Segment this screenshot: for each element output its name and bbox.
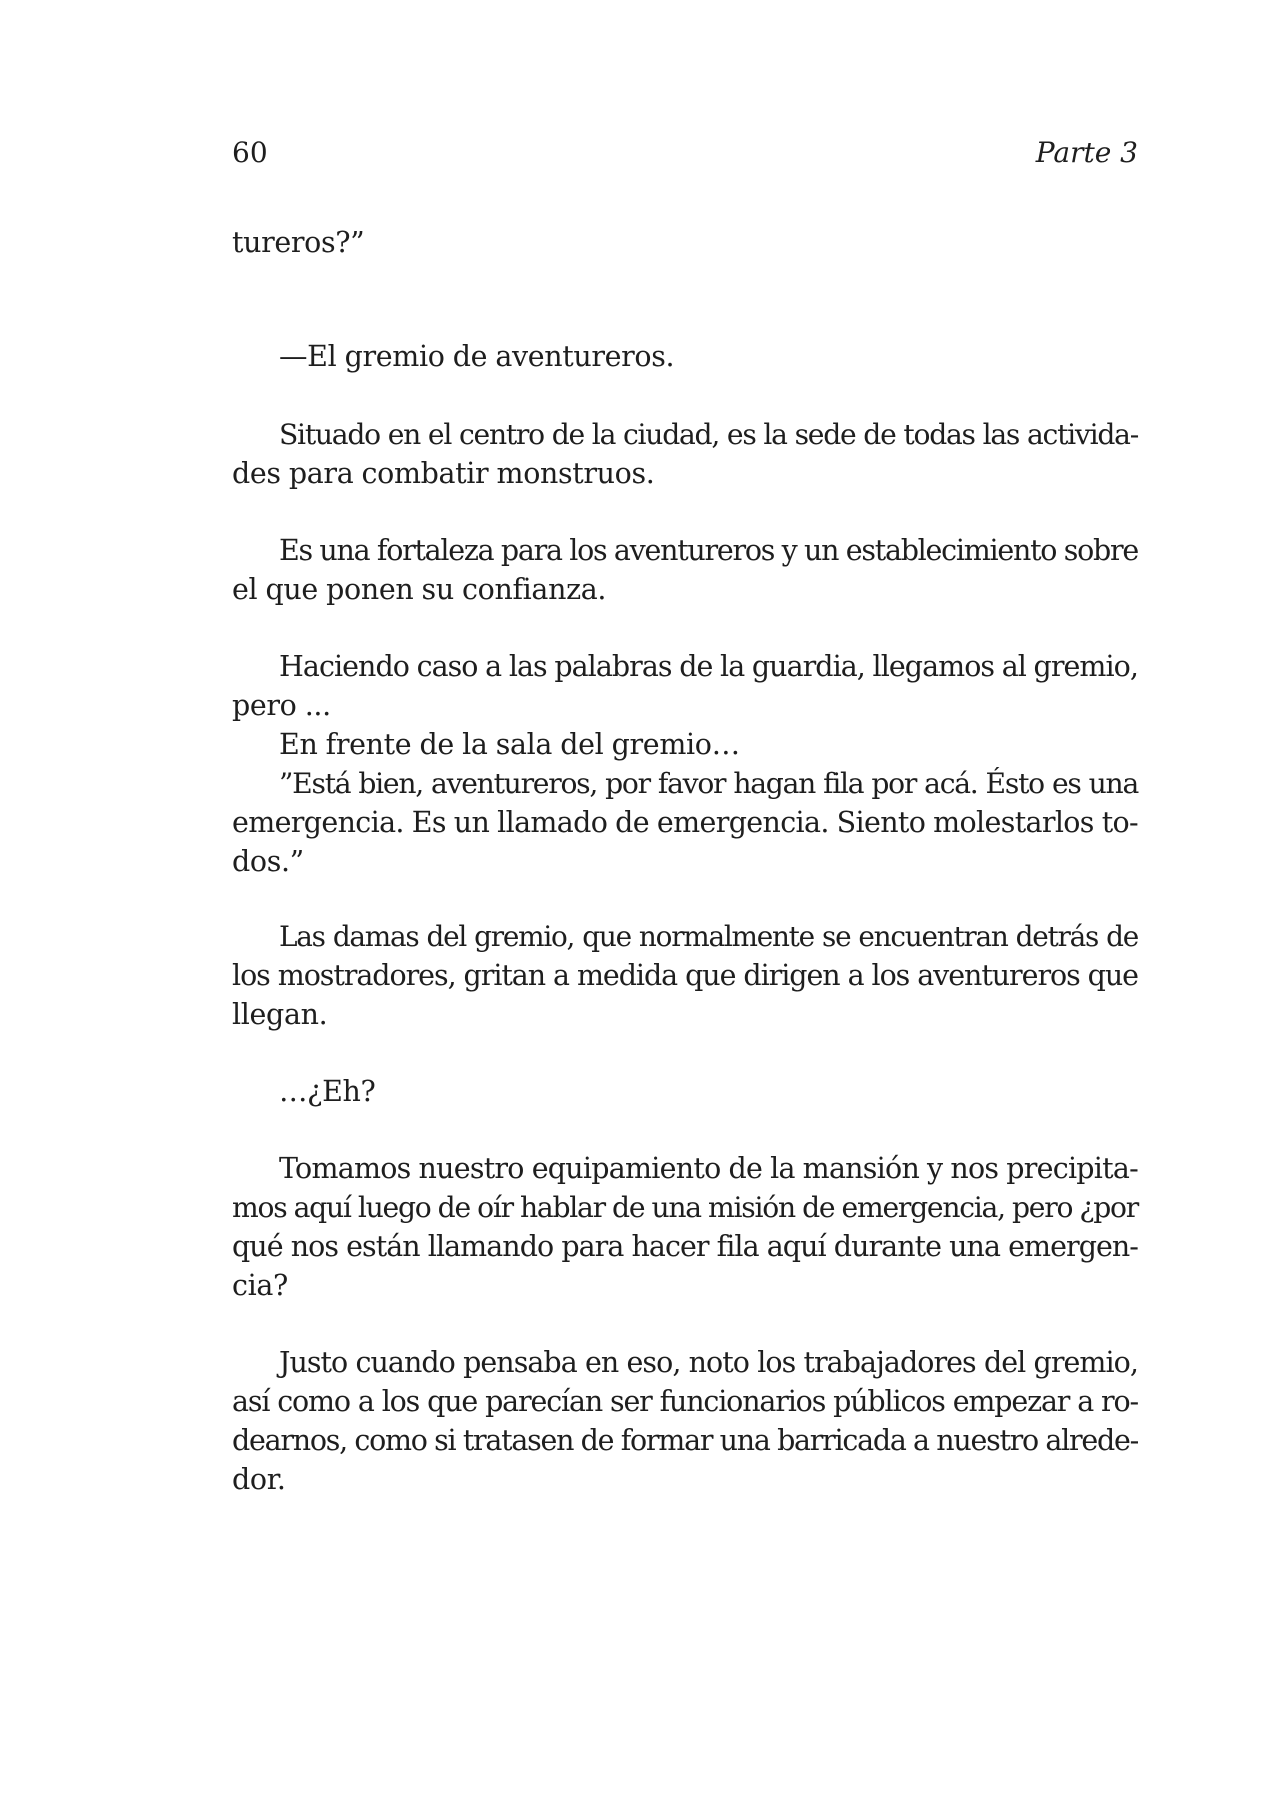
paragraph bbox=[232, 1149, 1138, 1305]
text-line: Las damas del gremio, que normalmente se encuentran detrás de bbox=[279, 920, 1138, 953]
text-line: así como a los que parecían ser funcionarios públicos empezar a ro- bbox=[232, 1385, 1138, 1418]
text-line: el que ponen su confianza. bbox=[232, 573, 607, 606]
text-line: llegan. bbox=[232, 998, 328, 1031]
text-line: dos.” bbox=[232, 845, 304, 878]
text-line: los mostradores, gritan a medida que dirigen a los aventureros que bbox=[232, 959, 1138, 992]
page-number: 60 bbox=[232, 136, 268, 169]
text-line: dor. bbox=[232, 1463, 286, 1496]
paragraph bbox=[232, 1343, 1138, 1499]
text-line: des para combatir monstruos. bbox=[232, 457, 655, 490]
paragraph bbox=[232, 223, 1138, 262]
paragraph bbox=[232, 337, 1138, 376]
text-line: pero ... bbox=[232, 689, 331, 722]
paragraph bbox=[232, 415, 1138, 493]
text-line: mos aquí luego de oír hablar de una misión de emergencia, pero ¿por bbox=[232, 1191, 1138, 1224]
text-line: Tomamos nuestro equipamiento de la mansión y nos precipita- bbox=[279, 1152, 1138, 1185]
paragraph bbox=[232, 531, 1138, 609]
text-line: tureros?” bbox=[232, 226, 365, 259]
text-line: qué nos están llamando para hacer fila aquí durante una emergen- bbox=[232, 1230, 1138, 1263]
running-head: Parte 3 bbox=[1035, 136, 1138, 169]
text-line: Justo cuando pensaba en eso, noto los trabajadores del gremio, bbox=[279, 1346, 1138, 1379]
paragraph bbox=[232, 917, 1138, 1034]
paragraph bbox=[232, 647, 1138, 881]
text-line: Haciendo caso a las palabras de la guardia, llegamos al gremio, bbox=[279, 650, 1138, 683]
text-line: ”Está bien, aventureros, por favor hagan fila por acá. Ésto es una bbox=[279, 767, 1138, 800]
text-line: …¿Eh? bbox=[279, 1075, 376, 1108]
text-line: Situado en el centro de la ciudad, es la sede de todas las activida- bbox=[279, 418, 1138, 451]
text-line: emergencia. Es un llamado de emergencia. Siento molestarlos to- bbox=[232, 806, 1138, 839]
text-line: cia? bbox=[232, 1269, 288, 1302]
text-line: Es una fortaleza para los aventureros y un establecimiento sobre bbox=[279, 534, 1138, 567]
text-line: En frente de la sala del gremio… bbox=[279, 728, 740, 761]
text-line: —El gremio de aventureros. bbox=[279, 340, 675, 373]
page-header bbox=[232, 133, 1138, 173]
paragraph bbox=[232, 1072, 1138, 1111]
text-line: dearnos, como si tratasen de formar una barricada a nuestro alrede- bbox=[232, 1424, 1138, 1457]
